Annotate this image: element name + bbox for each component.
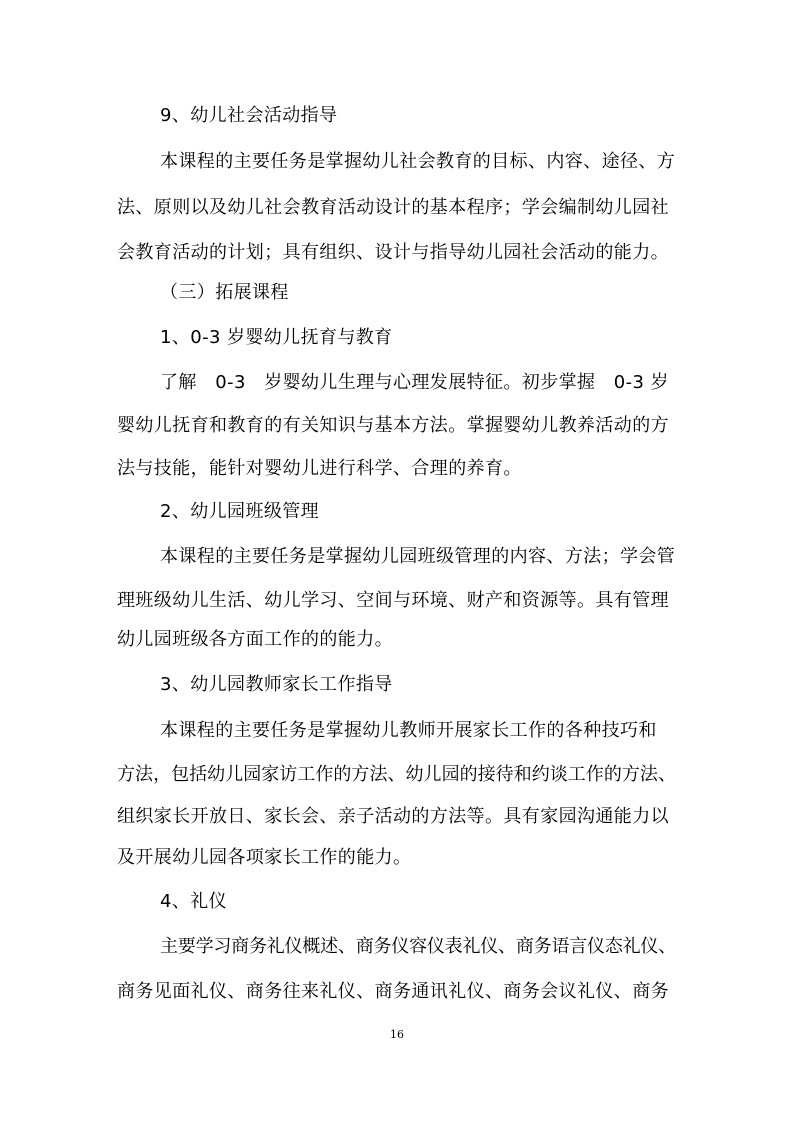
section-heading-social-activity: 9、幼儿社会活动指导 <box>160 105 338 126</box>
section-heading-infant-care: 1、0-3 岁婴幼儿抚育与教育 <box>160 327 393 348</box>
page-number: 16 <box>390 1028 404 1041</box>
paragraph-line: 会教育活动的计划；具有组织、设计与指导幼儿园社会活动的能力。 <box>117 242 669 263</box>
paragraph-line: 本课程的主要任务是掌握幼儿社会教育的目标、内容、途径、方 <box>160 151 676 172</box>
paragraph-line: 婴幼儿抚育和教育的有关知识与基本方法。掌握婴幼儿教养活动的方 <box>117 415 669 436</box>
paragraph-line: 主要学习商务礼仪概述、商务仪容仪表礼仪、商务语言仪态礼仪、 <box>160 936 676 957</box>
paragraph-line: 了解 0-3 岁婴幼儿生理与心理发展特征。初步掌握 0-3 岁 <box>160 372 669 393</box>
paragraph-line: 商务见面礼仪、商务往来礼仪、商务通讯礼仪、商务会议礼仪、商务 <box>117 981 669 1002</box>
paragraph-line: 及开展幼儿园各项家长工作的能力。 <box>117 847 412 868</box>
paragraph-line: 法与技能，能针对婴幼儿进行科学、合理的养育。 <box>117 458 522 479</box>
section-heading-extension-courses: （三）拓展课程 <box>160 282 289 303</box>
paragraph-line: 理班级幼儿生活、幼儿学习、空间与环境、财产和资源等。具有管理 <box>117 590 669 611</box>
paragraph-line: 本课程的主要任务是掌握幼儿园班级管理的内容、方法；学会管 <box>160 546 676 567</box>
paragraph-line: 幼儿园班级各方面工作的的能力。 <box>117 629 393 650</box>
paragraph-line: 本课程的主要任务是掌握幼儿教师开展家长工作的各种技巧和 <box>160 720 657 741</box>
paragraph-line: 组织家长开放日、家长会、亲子活动的方法等。具有家园沟通能力以 <box>117 806 669 827</box>
section-heading-etiquette: 4、礼仪 <box>160 891 228 912</box>
paragraph-line: 方法，包括幼儿园家访工作的方法、幼儿园的接待和约谈工作的方法、 <box>117 764 676 785</box>
section-heading-class-management: 2、幼儿园班级管理 <box>160 501 320 522</box>
section-heading-parent-work: 3、幼儿园教师家长工作指导 <box>160 674 393 695</box>
paragraph-line: 法、原则以及幼儿社会教育活动设计的基本程序；学会编制幼儿园社 <box>117 197 669 218</box>
